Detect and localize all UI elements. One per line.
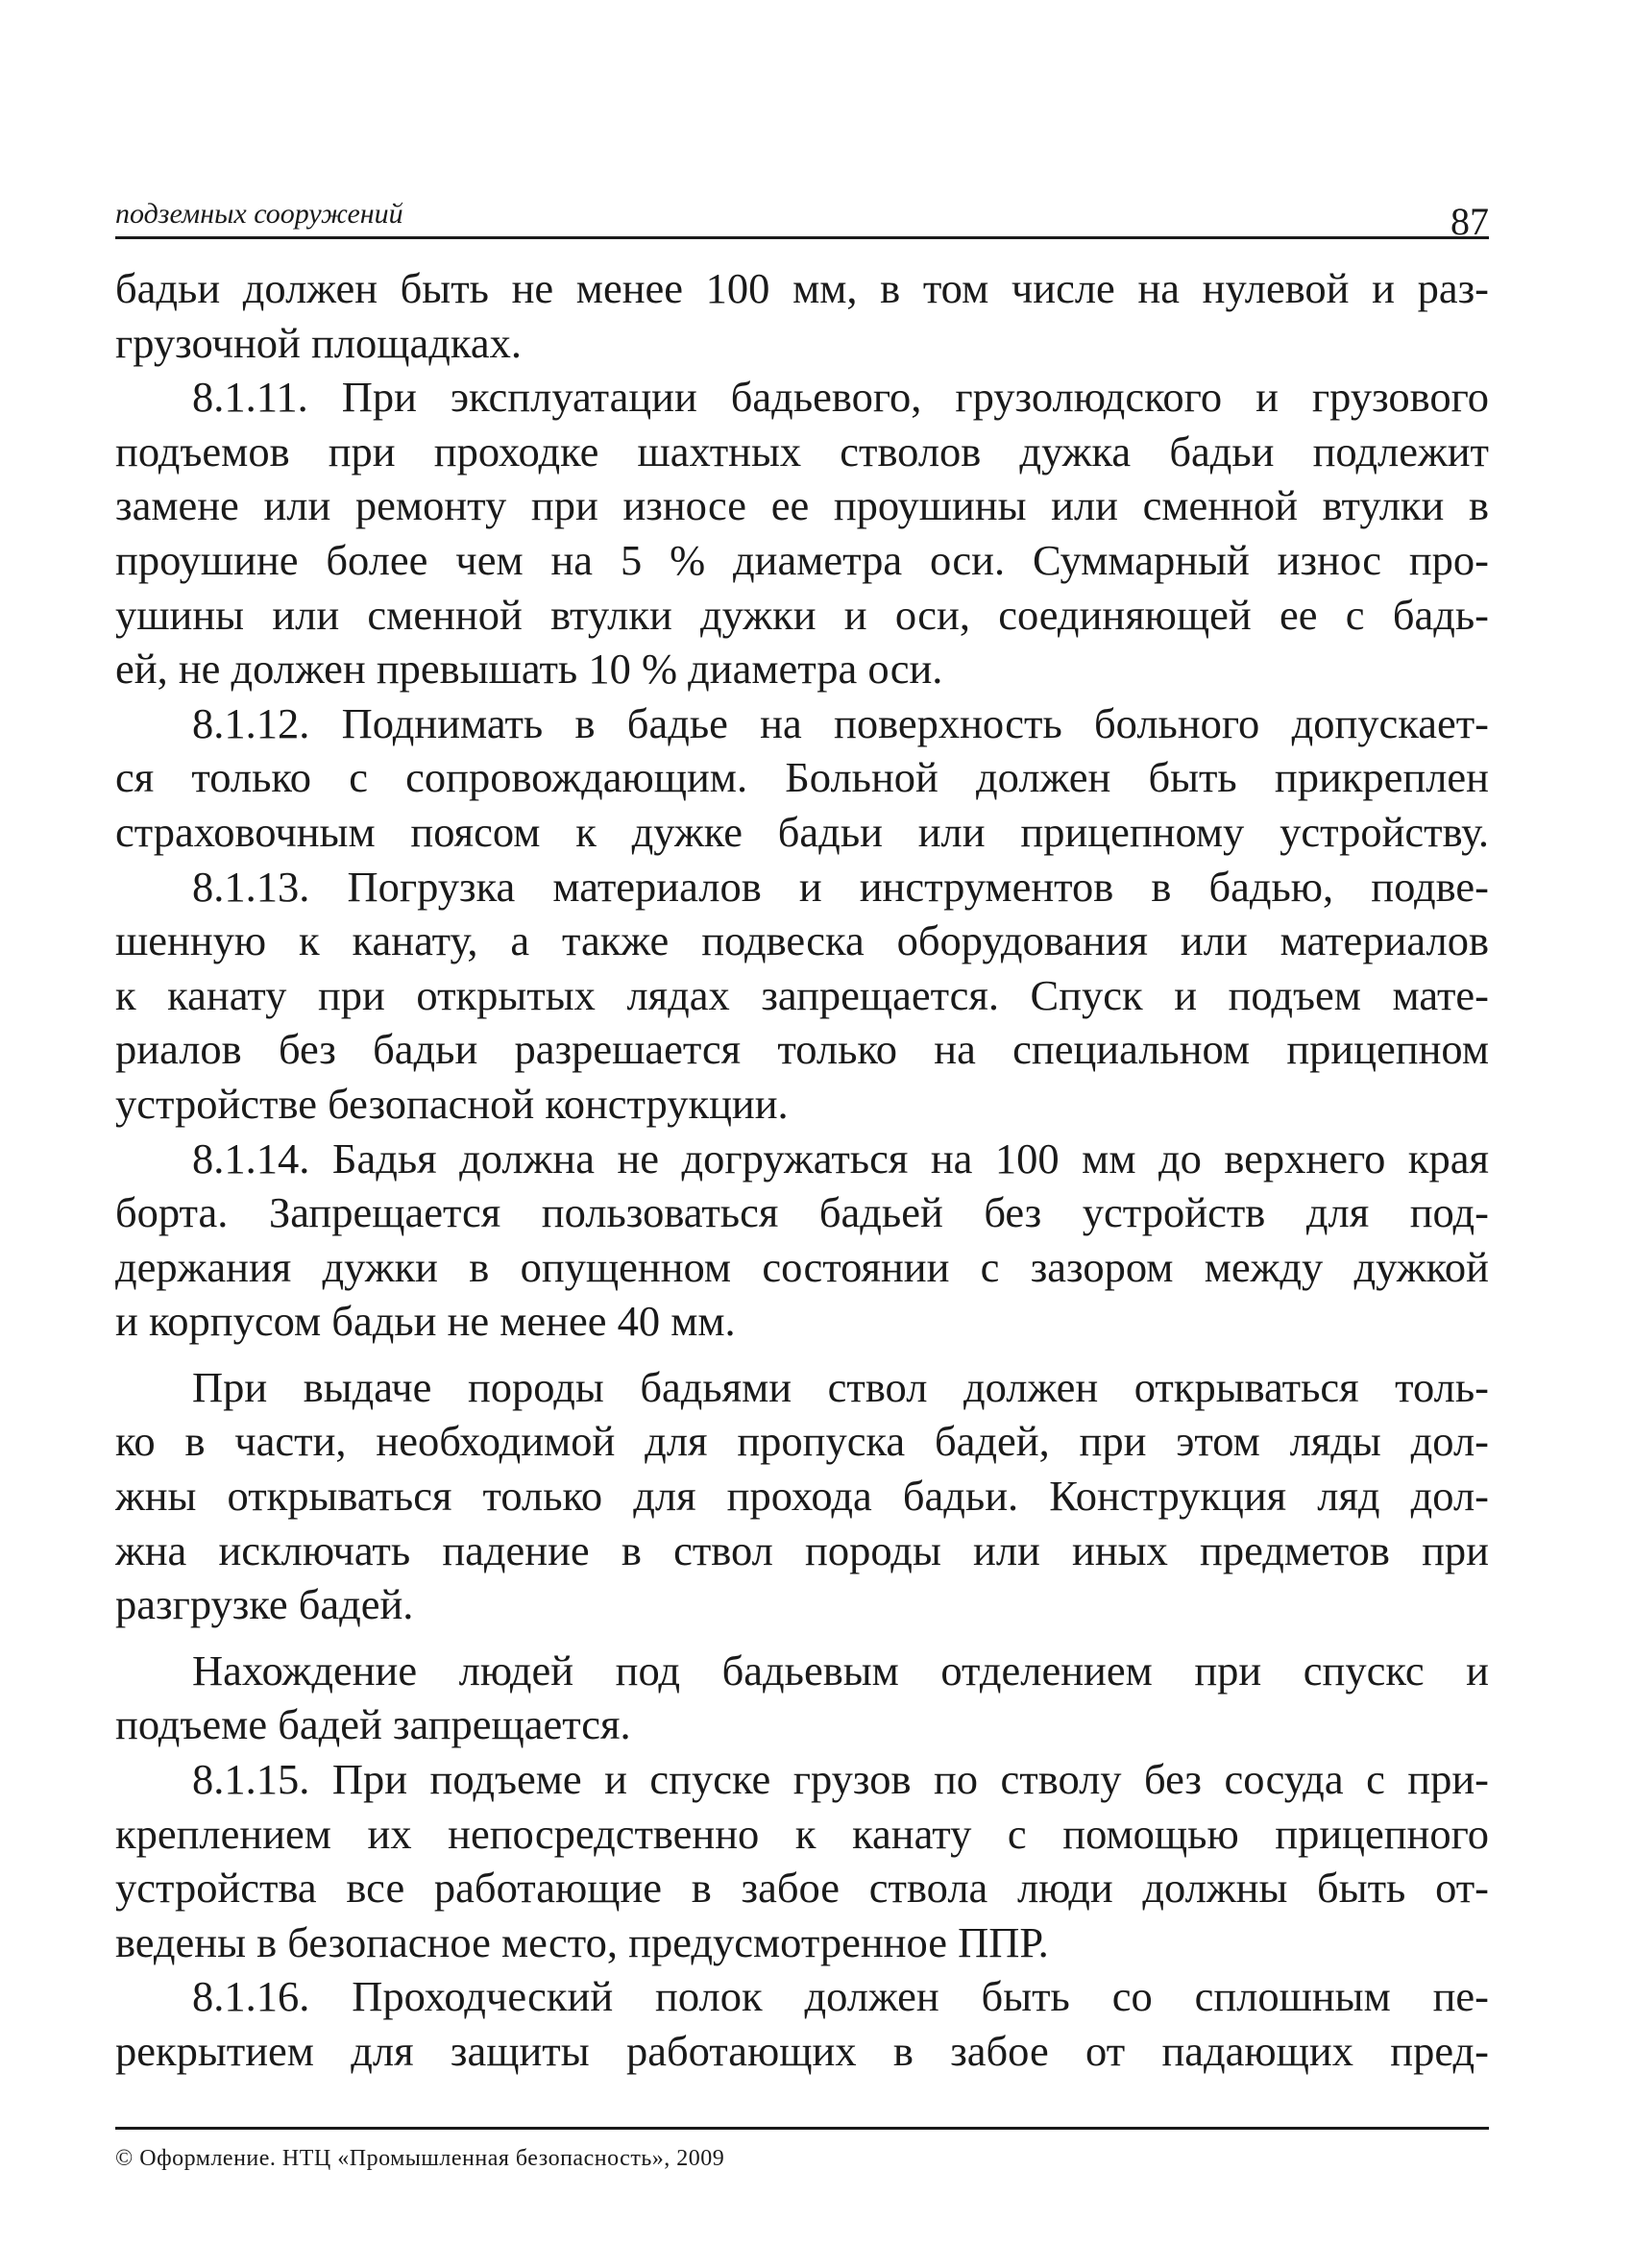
paragraph-8-1-14-first-line: 8.1.14. Бадья должна не догружаться на 100 мм до верхнего края xyxy=(192,1134,1489,1183)
page-number: 87 xyxy=(1450,200,1489,243)
text-line: ей, не должен превышать 10 % диаметра оси. xyxy=(115,645,943,694)
page-header xyxy=(115,183,1489,243)
paragraph-8-1-11-first-line: 8.1.11. При эксплуатации бадьевого, грузолюдского и грузового xyxy=(192,373,1489,422)
text-line: бадьи должен быть не менее 100 мм, в том числе на нулевой и раз- xyxy=(115,264,1489,312)
text-line: грузочной площадках. xyxy=(115,318,522,367)
text-line: ся только с сопровождающим. Больной должен быть прикреплен xyxy=(115,753,1489,802)
text-line: замене или ремонту при износе ее проушины или сменной втулки в xyxy=(115,481,1489,530)
text-line: жны открываться только для прохода бадьи. Конструкция ляд дол- xyxy=(115,1472,1489,1521)
body-text xyxy=(115,261,1489,2079)
running-header-title: подземных сооружений xyxy=(115,198,403,230)
text-line: шенную к канату, а также подвеска оборудования или материалов xyxy=(115,916,1489,965)
text-line: к канату при открытых лядах запрещается. Спуск и подъем мате- xyxy=(115,970,1489,1019)
text-line: ушины или сменной втулки дужки и оси, соединяющей ее с бадь- xyxy=(115,590,1489,639)
text-line: подъемов при проходке шахтных стволов дужка бадьи подлежит xyxy=(115,427,1489,476)
paragraph-people-first-line: Нахождение людей под бадьевым отделением при спускс и xyxy=(192,1646,1489,1695)
text-line: страховочным поясом к дужке бадьи или прицепному устройству. xyxy=(115,807,1489,856)
text-line: держания дужки в опущенном состоянии с зазором между дужкой xyxy=(115,1242,1489,1291)
paragraph-8-1-16-first-line: 8.1.16. Проходческий полок должен быть со сплошным пе- xyxy=(192,1972,1489,2021)
text-line: ведены в безопасное место, предусмотренное ППР. xyxy=(115,1917,1049,1966)
text-line: риалов без бадьи разрешается только на специальном прицепном xyxy=(115,1025,1489,1074)
text-line: жна исключать падение в ствол породы или иных предметов при xyxy=(115,1525,1489,1574)
text-line: креплением их непосредственно к канату с помощью прицепного xyxy=(115,1809,1489,1858)
text-line: подъеме бадей запрещается. xyxy=(115,1700,631,1749)
text-line: рекрытием для защиты работающих в забое от падающих пред- xyxy=(115,2027,1489,2075)
text-line: борта. Запрещается пользоваться бадьей без устройств для под- xyxy=(115,1188,1489,1237)
paragraph-8-1-13-first-line: 8.1.13. Погрузка материалов и инструментов в бадью, подве- xyxy=(192,862,1489,911)
text-line: устройстве безопасной конструкции. xyxy=(115,1079,789,1128)
paragraph-8-1-15-first-line: 8.1.15. При подъеме и спуске грузов по стволу без сосуда с при- xyxy=(192,1755,1489,1804)
text-line: разгрузке бадей. xyxy=(115,1580,414,1629)
text-line: ко в части, необходимой для пропуска бадей, при этом ляды дол- xyxy=(115,1417,1489,1466)
paragraph-ore-output-first-line: При выдаче породы бадьями ствол должен открываться толь- xyxy=(192,1362,1489,1411)
footer-copyright: © Оформление. НТЦ «Промышленная безопасность», 2009 xyxy=(115,2146,725,2171)
paragraph-8-1-12-first-line: 8.1.12. Поднимать в бадье на поверхность больного допускает- xyxy=(192,698,1489,747)
text-line: и корпусом бадьи не менее 40 мм. xyxy=(115,1297,736,1346)
footer-divider xyxy=(115,2127,1489,2130)
text-line: устройства все работающие в забое ствола люди должны быть от- xyxy=(115,1864,1489,1913)
text-line: проушине более чем на 5 % диаметра оси. Суммарный износ про- xyxy=(115,535,1489,584)
